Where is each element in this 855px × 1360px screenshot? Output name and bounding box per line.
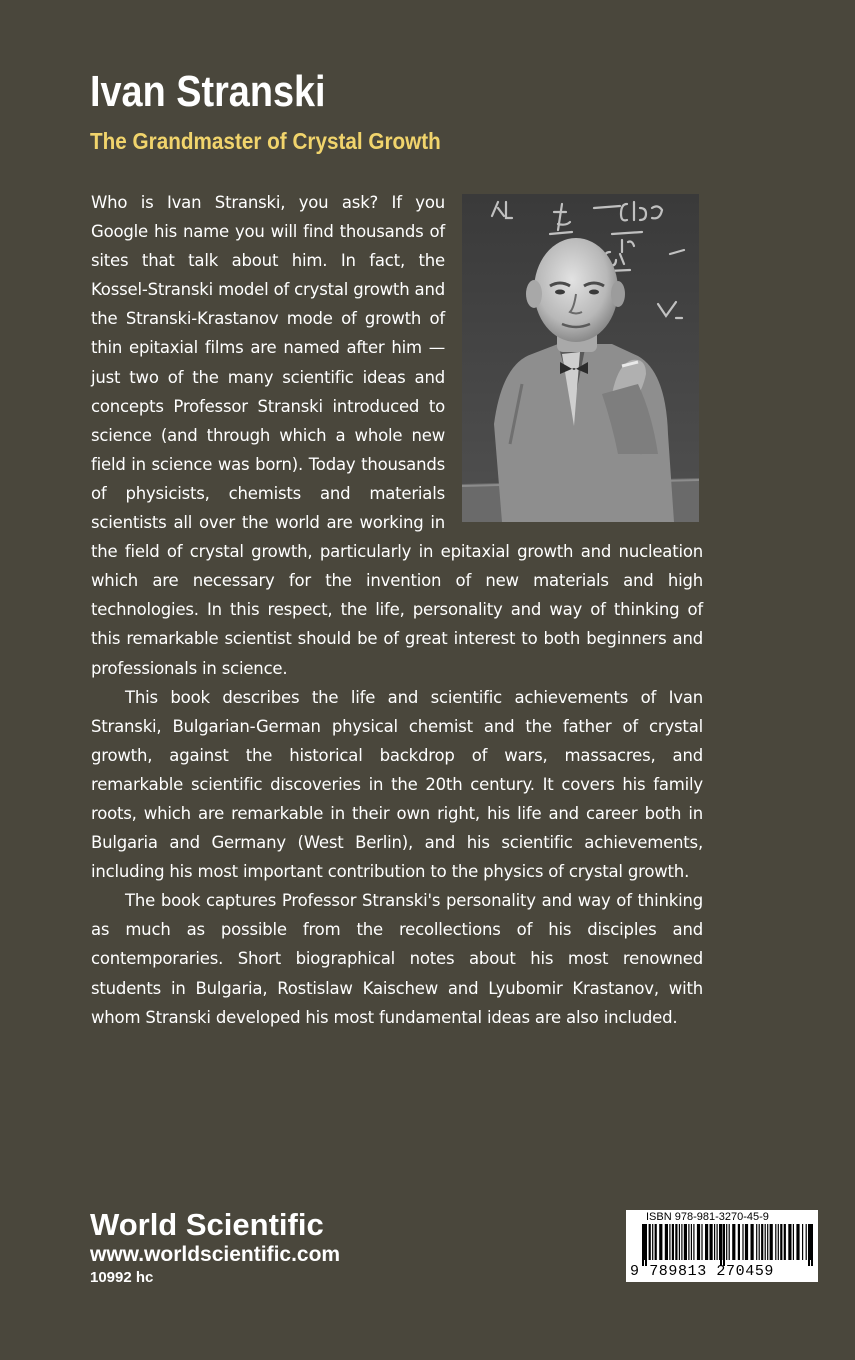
barcode-guard-bar bbox=[720, 1224, 722, 1266]
paragraph-1: Who is Ivan Stranski, you ask? If you Google his name you will find thousands of sites that talk about him. In fact, the Kossel-Stranski model of crystal growth and the Stranski-Krastanov mode of growth of thin epitaxial films are named after him — just two of the many scientific ideas and concepts Professor Stranski introduced to science (and through which a whole new field in science was born). Today thousands of physicists, chemists and materials scientists all over the world are working in the field of crystal growth, particularly in epitaxial growth and nucleation which are necessary for the invention of new materials and high technologies. In this respect, the life, personality and way of thinking of this remarkable scientist should be of great interest to both beginners and professionals in science. bbox=[91, 193, 703, 678]
barcode-bar bbox=[652, 1224, 653, 1260]
barcode-guard-bar bbox=[811, 1224, 813, 1266]
barcode-bar bbox=[806, 1224, 807, 1260]
barcode-bar bbox=[775, 1224, 776, 1260]
publisher-website: www.worldscientific.com bbox=[90, 1243, 341, 1266]
barcode-bar bbox=[693, 1224, 694, 1260]
barcode-bar bbox=[669, 1224, 670, 1260]
product-code: 10992 hc bbox=[90, 1269, 154, 1286]
barcode-guard-bar bbox=[645, 1224, 647, 1266]
barcode-bar bbox=[726, 1224, 727, 1260]
barcode-bar bbox=[717, 1224, 718, 1260]
barcode-bar bbox=[659, 1224, 662, 1260]
barcode-bar bbox=[684, 1224, 687, 1260]
barcode-bar bbox=[780, 1224, 782, 1260]
barcode-bar bbox=[705, 1224, 708, 1260]
barcode-bar bbox=[714, 1224, 715, 1260]
barcode-bar bbox=[681, 1224, 682, 1260]
barcode-number: 9 789813 270459 bbox=[630, 1263, 775, 1280]
publisher-name: World Scientific bbox=[90, 1207, 324, 1242]
barcode-bar bbox=[770, 1224, 773, 1260]
description bbox=[91, 188, 703, 1032]
barcode-bar bbox=[751, 1224, 754, 1260]
barcode-bar bbox=[672, 1224, 674, 1260]
barcode-guard-bar bbox=[808, 1224, 810, 1266]
barcode-bar bbox=[759, 1224, 760, 1260]
barcode-bar bbox=[688, 1224, 689, 1260]
barcode-bar bbox=[697, 1224, 700, 1260]
barcode-bar bbox=[745, 1224, 748, 1260]
barcode-bar bbox=[655, 1224, 657, 1260]
barcode-bar bbox=[756, 1224, 757, 1260]
paragraph-2: This book describes the life and scientific achievements of Ivan Stranski, Bulgarian-German physical chemist and the father of crystal growth, against the historical backdrop of wars, massacres, and remarkable scientific discoveries in the 20th century. It covers his family roots, which are remarkable in their own right, his life and career both in Bulgaria and Germany (West Berlin), and his scientific achievements, including his most important contribution to the physics of crystal growth. bbox=[91, 687, 703, 882]
barcode-bar bbox=[784, 1224, 786, 1260]
barcode-bar bbox=[796, 1224, 799, 1260]
barcode-bar bbox=[778, 1224, 779, 1260]
barcode-guard-bar bbox=[642, 1224, 644, 1266]
barcode-bar bbox=[729, 1224, 730, 1260]
book-subtitle: The Grandmaster of Crystal Growth bbox=[90, 128, 441, 154]
paragraph-3: The book captures Professor Stranski's personality and way of thinking as much as possible from the recollections of his disciples and contemporaries. Short biographical notes about his most renowned students in Bulgaria, Rostislaw Kaischew and Lyubomir Krastanov, with whom Stranski developed his most fundamental ideas are also included. bbox=[91, 891, 703, 1027]
barcode-guard-bar bbox=[723, 1224, 725, 1266]
photo-wrap-spacer bbox=[445, 188, 703, 528]
barcode-bar bbox=[691, 1224, 692, 1260]
barcode-bar bbox=[802, 1224, 803, 1260]
barcode-bar bbox=[710, 1224, 713, 1260]
barcode-bar bbox=[675, 1224, 677, 1260]
book-title: Ivan Stranski bbox=[90, 67, 326, 116]
isbn-label: ISBN 978-981-3270-45-9 bbox=[646, 1211, 769, 1223]
barcode-bar bbox=[701, 1224, 702, 1260]
barcode-bar bbox=[761, 1224, 763, 1260]
barcode-bar bbox=[788, 1224, 791, 1260]
barcode-bar bbox=[679, 1224, 680, 1260]
barcode-bar bbox=[765, 1224, 766, 1260]
barcode-bar bbox=[793, 1224, 794, 1260]
barcode-bar bbox=[732, 1224, 735, 1260]
barcode-bar bbox=[665, 1224, 668, 1260]
isbn-barcode bbox=[626, 1210, 818, 1282]
barcode-bar bbox=[742, 1224, 743, 1260]
barcode-bar bbox=[767, 1224, 768, 1260]
barcode-bar bbox=[649, 1224, 651, 1260]
barcode-bar bbox=[738, 1224, 740, 1260]
